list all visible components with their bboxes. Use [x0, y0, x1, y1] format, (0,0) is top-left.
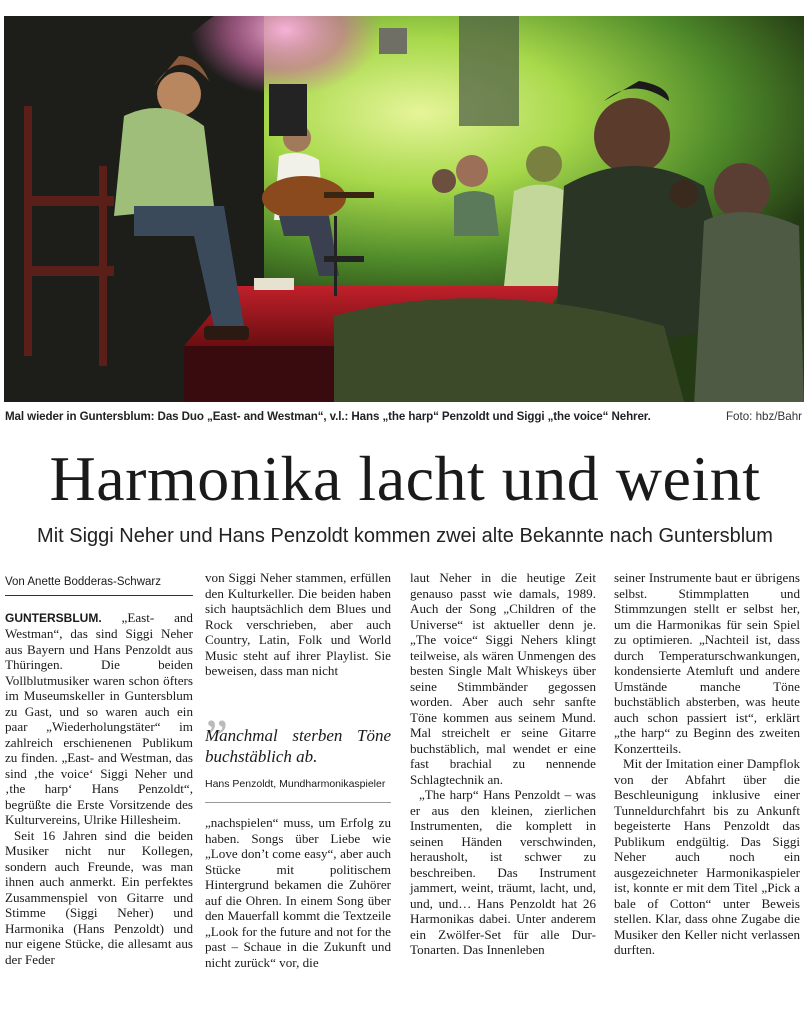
divider	[205, 802, 391, 803]
paragraph-text: „East- and Westman“, das sind Siggi Neher aus Bayern und Hans Penzoldt aus Thüringen. Die beiden Vollblutmusiker waren schon öfters im Museumskeller in Guntersblum zu Gast, und so waren auch ein paar „Wiederholungstäter“ im zahlreich erschienenen Publikum zu finden. „East- and Westman, das sind ‚the voice‘ Siggi Neher und ‚the harp‘ Hans Penzoldt“, begrüßte die Erste Vorsitzende des Kulturvereins, Ulrike Hillesheim.	[5, 609, 193, 827]
article-photo	[4, 16, 804, 402]
article-column-1	[5, 570, 193, 967]
article-paragraph: „nachspielen“ muss, um Erfolg zu haben. Songs über Liebe wie „Love don’t come easy“, aber auch Stücke mit politischem Hintergrund bekamen die Zuhörer auf die Ohren. In einem Song über den Mauerfall kommt die Textzeile „Look for the future and not for the past – Schaue in die Zukunft und nicht zurück“ vor, die	[205, 815, 391, 970]
article-paragraph: laut Neher in die heutige Zeit genauso passt wie damals, 1989. Auch der Song „Children of the Universe“ ist aktueller denn je. „The voice“ Siggi Nehers klingt teilweise, als wären Unmengen des besten Single Malt Whiskeys über seine Stimmbänder gegossen worden. Aber auch sehr sanfte Töne kommen aus seinem Mund. Mal streichelt er seine Gitarre buchstäblich, mal wendet er eine fast brachial zu nennende Schlagtechnik an.	[410, 570, 596, 787]
byline: Von Anette Bodderas-Schwarz	[5, 575, 193, 596]
photo-credit: Foto: hbz/Bahr	[725, 410, 802, 423]
pull-quote	[205, 680, 391, 793]
article-column-3	[410, 570, 596, 958]
article-paragraph: „The harp“ Hans Penzoldt – was er aus den kleinen, zierlichen Instrumenten, die komplett in seinen Händen verschwinden, herausholt, ist schwer zu beschreiben. Das Instrument jammert, weint, träumt, lacht, und, und, und… Hans Penzoldt hat 26 Harmonikas dabei. Unter anderem ein Zwölfer-Set für alle Dur-Tonarten. Das Innenleben	[410, 787, 596, 957]
pull-quote-source: Hans Penzoldt, Mundharmonikaspieler	[205, 777, 386, 790]
article-subheadline: Mit Siggi Neher und Hans Penzoldt kommen zwei alte Bekannte nach Guntersblum	[37, 525, 773, 547]
article-column-2	[205, 570, 391, 970]
dateline: GUNTERSBLUM.	[5, 610, 102, 625]
article-paragraph: von Siggi Neher stammen, erfüllen den Kulturkeller. Die beiden haben sich hauptsächlich dem Blues und Rock verschrieben, aber auch Country, Latin, Folk und World Music steht auf ihrer Playlist. Sie beweisen, dass man nicht	[205, 570, 391, 678]
pull-quote-text: Manchmal sterben Töne buchstäblich ab.	[205, 725, 391, 766]
article-paragraph: seiner Instrumente baut er übrigens selbst. Stimmplatten und Stimmzungen stellt er selbst her, um die Harmonikas für sein Spiel zu optimieren. „Nachteil ist, dass durch Temperaturschwankungen, kondensierte Atemluft und andere Umstände manche Töne buchstäblich absterben, was heute auch schon passiert ist“, erklärt „the harp“ zu Beginn des zweiten Konzertteils.	[614, 570, 800, 756]
photo-caption: Mal wieder in Guntersblum: Das Duo „East- and Westman“, v.l.: Hans „the harp“ Penzoldt und Siggi „the voice“ Nehrer.	[5, 410, 651, 423]
article-paragraph	[5, 610, 193, 828]
article-column-4	[614, 570, 800, 958]
article-paragraph: Mit der Imitation einer Dampflok von der Abfahrt über die Beschleunigung inklusive einer Tunneldurchfahrt bis zu Ankunft begeisterte Hans Penzoldt das Publikum endgültig. Das Siggi Neher auch noch ein ausgezeichneter Harmonikaspieler ist, konnte er mit dem Titel „Pick a bale of Cotton“ unter Beweis stellen. Klar, dass ohne Zugabe die Musiker den Keller nicht verlassen durften.	[614, 756, 800, 957]
quote-mark-icon: „	[205, 680, 229, 738]
article-headline: Harmonika lacht und weint	[49, 443, 761, 514]
article-paragraph: Seit 16 Jahren sind die beiden Musiker nicht nur Kollegen, sondern auch Freunde, was man ihnen auch anmerkt. Ein perfektes Zusammenspiel von Gitarre und Stimme (Siggi Neher) und Harmonika (Hans Penzoldt) und nur eigene Stücke, die allesamt aus der Feder	[5, 827, 193, 967]
